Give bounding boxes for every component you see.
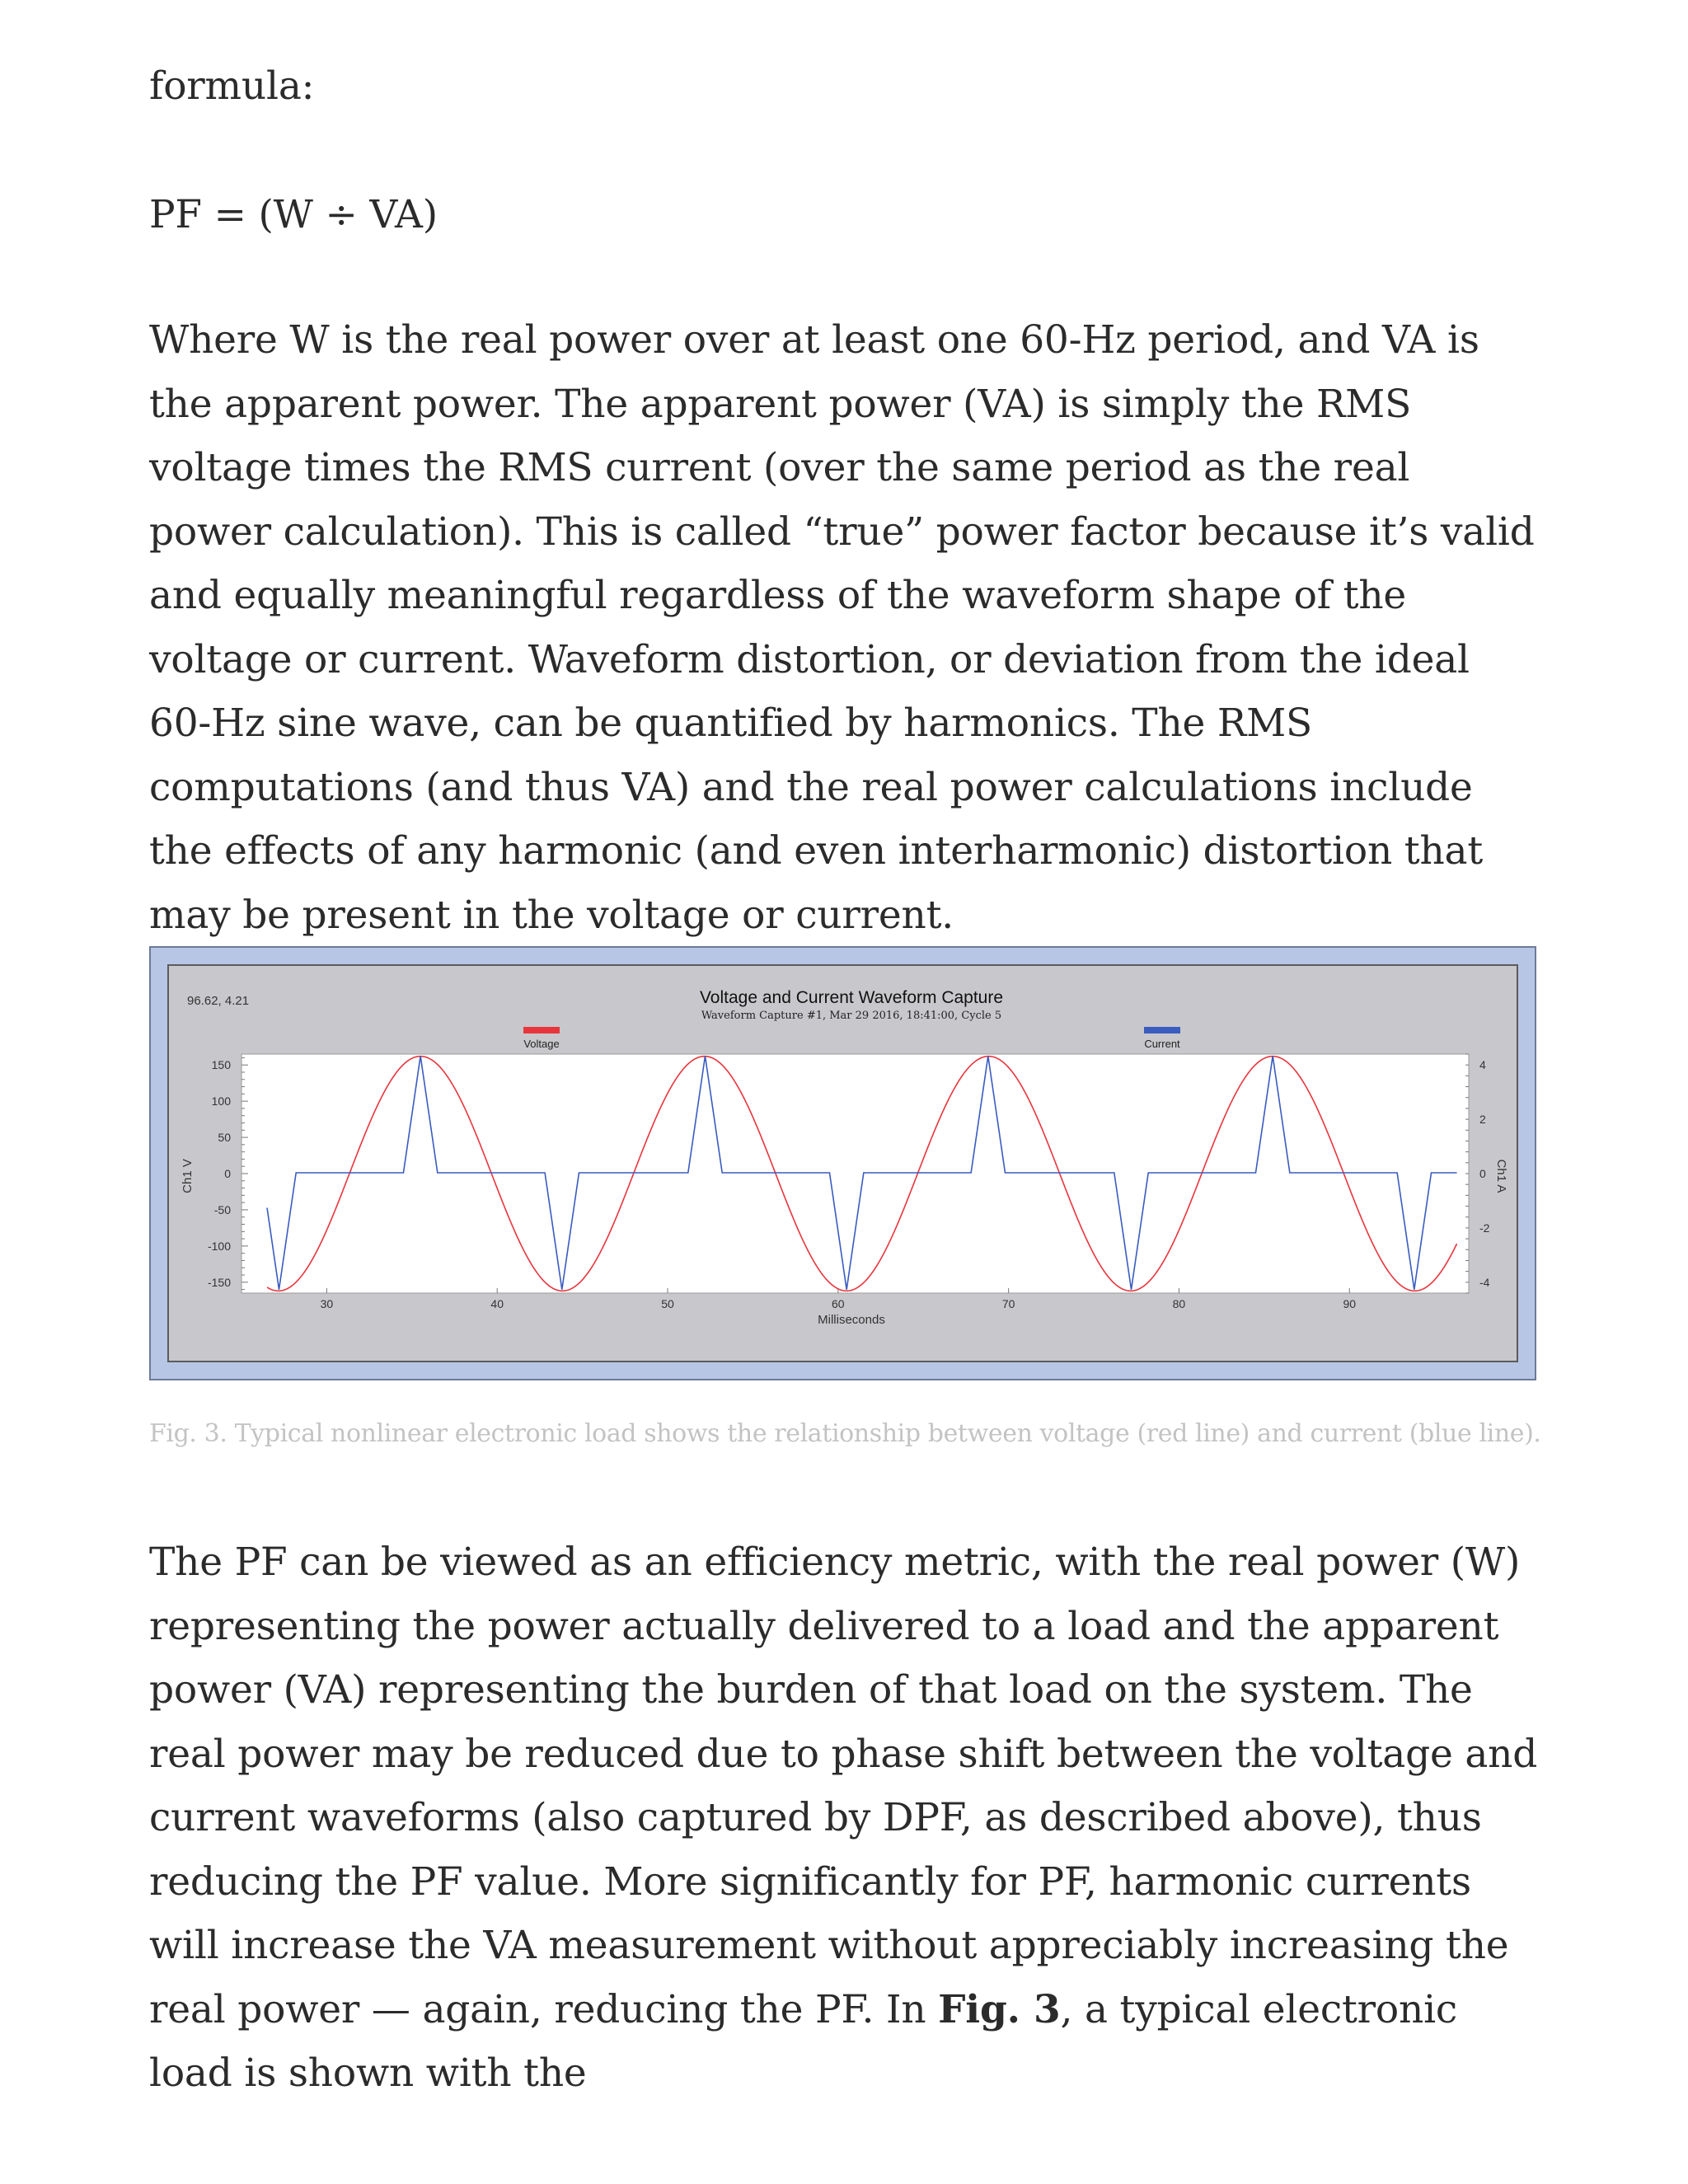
y-tick-label-left: 0 (224, 1167, 231, 1180)
x-tick-label: 70 (1001, 1297, 1015, 1310)
x-tick-label: 50 (661, 1297, 674, 1310)
x-tick-label: 80 (1172, 1297, 1186, 1310)
y-tick-label-right: -4 (1479, 1275, 1490, 1289)
y-tick-label-right: 4 (1479, 1058, 1486, 1072)
paragraph-formula: PF = (W ÷ VA) (149, 192, 438, 237)
paragraph-text: , a typical electronic load is shown with the (149, 1986, 1458, 2096)
x-tick-label: 40 (490, 1297, 504, 1310)
y-tick-label-left: 50 (218, 1131, 231, 1145)
x-tick-label: 60 (832, 1297, 845, 1310)
figure-reference: Fig. 3 (938, 1986, 1061, 2032)
y-axis-label-left: Ch1 V (181, 1159, 195, 1193)
paragraph-true-pf: Where W is the real power over at least one 60-Hz period, and VA is the apparent power. The apparent power (VA) is simply the RMS voltage times the RMS current (over the same period as the real power calculation). This is called “true” power factor because it’s valid and equally meaningful regardless of the waveform shape of the voltage or current. Waveform distortion, or deviation from the ideal 60-Hz sine wave, can be quantified by harmonics. The RMS computations (and thus VA) and the real power calculations include the effects of any harmonic (and even interharmonic) distortion that may be present in the voltage or current. (149, 317, 1535, 938)
y-tick-label-left: -150 (207, 1275, 231, 1289)
x-tick-label: 30 (320, 1297, 334, 1310)
corner-readout: 96.62, 4.21 (187, 994, 250, 1008)
chart-panel (167, 964, 1518, 1362)
x-tick-label: 90 (1343, 1297, 1357, 1310)
paragraph-formula-intro: formula: (149, 63, 315, 109)
y-tick-label-right: -2 (1479, 1221, 1490, 1235)
legend-label-current: Current (1144, 1038, 1180, 1050)
chart-title: Voltage and Current Waveform Capture (699, 988, 1004, 1007)
chart-subtitle: Waveform Capture #1, Mar 29 2016, 18:41:00, Cycle 5 (701, 1010, 1002, 1022)
figure-caption: Fig. 3. Typical nonlinear electronic load shows the relationship between voltage (red line) and current (blue line). (149, 1419, 1541, 1448)
y-tick-label-left: 150 (211, 1058, 231, 1072)
y-tick-label-right: 2 (1479, 1113, 1486, 1127)
y-tick-label-right: 0 (1479, 1167, 1486, 1180)
legend-swatch-current (1144, 1027, 1180, 1033)
legend-label-voltage: Voltage (523, 1038, 560, 1050)
paragraph-efficiency (149, 1530, 1542, 2106)
waveform-chart (169, 966, 1517, 1361)
paragraph-text: The PF can be viewed as an efficiency metric, with the real power (W) representing the power actually delivered to a load and the apparent power (VA) representing the burden of that load on the system. The real power may be reduced due to phase shift between the voltage and current waveforms (also captured by DPF, as described above), thus reducing the PF value. More significantly for PF, harmonic currents will increase the VA measurement without appreciably increasing the real power — again, reducing the PF. In (149, 1540, 1538, 2032)
waveform-figure (149, 946, 1536, 1380)
y-tick-label-left: -100 (207, 1239, 231, 1253)
legend-swatch-voltage (523, 1027, 560, 1033)
y-tick-label-left: 100 (211, 1094, 231, 1108)
x-axis-label: Milliseconds (818, 1313, 885, 1327)
y-axis-label-right: Ch1 A (1494, 1159, 1508, 1193)
y-tick-label-left: -50 (213, 1202, 231, 1216)
